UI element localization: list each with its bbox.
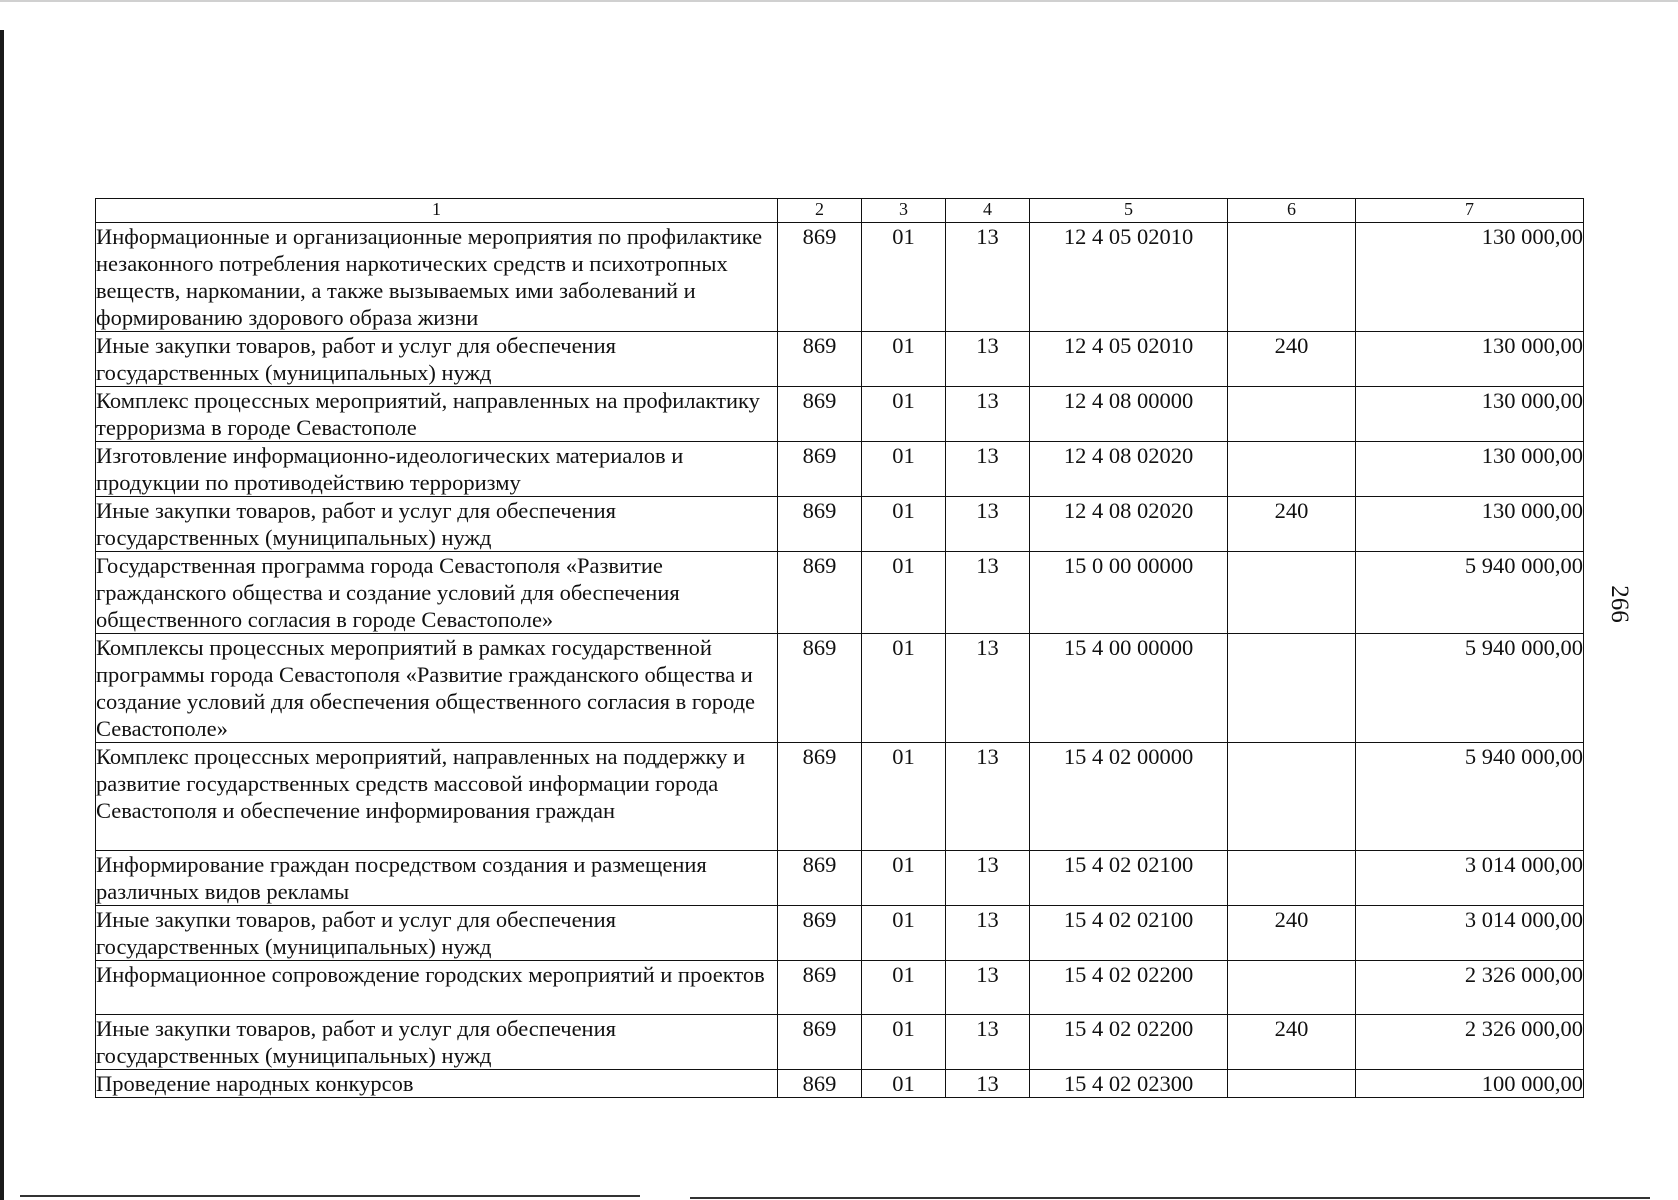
cell-code-subsection: 13: [946, 497, 1030, 552]
cell-amount: 5 940 000,00: [1356, 634, 1584, 743]
cell-code-target: 15 4 02 02100: [1030, 851, 1228, 906]
budget-table: [95, 198, 1584, 1098]
cell-code-subsection: 13: [946, 851, 1030, 906]
cell-code-ministry: 869: [778, 552, 862, 634]
cell-code-target: 15 0 00 00000: [1030, 552, 1228, 634]
table-row: [96, 743, 1584, 851]
cell-code-target: 12 4 08 02020: [1030, 497, 1228, 552]
column-number: 6: [1228, 199, 1356, 223]
cell-code-target: 15 4 02 00000: [1030, 743, 1228, 851]
cell-code-expense-type: 240: [1228, 906, 1356, 961]
table-row: [96, 223, 1584, 332]
cell-code-target: 12 4 05 02010: [1030, 223, 1228, 332]
cell-code-subsection: 13: [946, 906, 1030, 961]
column-number: 2: [778, 199, 862, 223]
cell-code-ministry: 869: [778, 851, 862, 906]
column-number: 7: [1356, 199, 1584, 223]
cell-code-ministry: 869: [778, 387, 862, 442]
cell-amount: 3 014 000,00: [1356, 851, 1584, 906]
cell-code-subsection: 13: [946, 223, 1030, 332]
cell-code-ministry: 869: [778, 1070, 862, 1098]
cell-code-section: 01: [862, 851, 946, 906]
cell-code-subsection: 13: [946, 1015, 1030, 1070]
cell-code-subsection: 13: [946, 743, 1030, 851]
cell-amount: 100 000,00: [1356, 1070, 1584, 1098]
cell-code-ministry: 869: [778, 442, 862, 497]
cell-code-target: 15 4 02 02100: [1030, 906, 1228, 961]
cell-code-ministry: 869: [778, 906, 862, 961]
cell-amount: 130 000,00: [1356, 332, 1584, 387]
cell-code-ministry: 869: [778, 223, 862, 332]
cell-code-expense-type: [1228, 387, 1356, 442]
cell-amount: 5 940 000,00: [1356, 552, 1584, 634]
cell-code-ministry: 869: [778, 1015, 862, 1070]
cell-code-section: 01: [862, 552, 946, 634]
column-number: 3: [862, 199, 946, 223]
cell-code-subsection: 13: [946, 552, 1030, 634]
row-name: Иные закупки товаров, работ и услуг для обеспечения государственных (муниципальных) нужд: [96, 906, 778, 961]
table-row: [96, 442, 1584, 497]
scan-edge-top: [0, 0, 1678, 2]
table-row: [96, 906, 1584, 961]
row-name: Изготовление информационно-идеологических материалов и продукции по противодействию терроризму: [96, 442, 778, 497]
cell-code-expense-type: 240: [1228, 497, 1356, 552]
cell-code-section: 01: [862, 1070, 946, 1098]
table-row: [96, 497, 1584, 552]
cell-code-subsection: 13: [946, 1070, 1030, 1098]
table-row: [96, 387, 1584, 442]
column-number: 5: [1030, 199, 1228, 223]
cell-code-ministry: 869: [778, 961, 862, 1015]
table-row: [96, 1015, 1584, 1070]
scan-edge-bottom-right: [690, 1197, 1650, 1199]
cell-amount: 130 000,00: [1356, 442, 1584, 497]
row-name: Комплекс процессных мероприятий, направленных на поддержку и развитие государственных средств массовой информации города Севастополя и обеспечение информирования граждан: [96, 743, 778, 851]
cell-code-section: 01: [862, 961, 946, 1015]
cell-code-section: 01: [862, 1015, 946, 1070]
cell-code-section: 01: [862, 906, 946, 961]
table-row: [96, 332, 1584, 387]
cell-code-section: 01: [862, 743, 946, 851]
row-name: Иные закупки товаров, работ и услуг для обеспечения государственных (муниципальных) нужд: [96, 497, 778, 552]
column-number-row: [96, 199, 1584, 223]
table-row: [96, 1070, 1584, 1098]
cell-amount: 3 014 000,00: [1356, 906, 1584, 961]
table-row: [96, 851, 1584, 906]
table-row: [96, 961, 1584, 1015]
cell-amount: 130 000,00: [1356, 497, 1584, 552]
column-number: 1: [96, 199, 778, 223]
page-number: 266: [1605, 585, 1633, 623]
table-row: [96, 552, 1584, 634]
cell-code-subsection: 13: [946, 961, 1030, 1015]
column-number: 4: [946, 199, 1030, 223]
row-name: Проведение народных конкурсов: [96, 1070, 778, 1098]
cell-code-target: 12 4 08 00000: [1030, 387, 1228, 442]
cell-code-ministry: 869: [778, 332, 862, 387]
cell-code-target: 12 4 08 02020: [1030, 442, 1228, 497]
row-name: Государственная программа города Севастополя «Развитие гражданского общества и создание условий для обеспечения общественного согласия в городе Севастополе»: [96, 552, 778, 634]
cell-code-ministry: 869: [778, 497, 862, 552]
row-name: Комплекс процессных мероприятий, направленных на профилактику терроризма в городе Севастополе: [96, 387, 778, 442]
cell-code-expense-type: [1228, 851, 1356, 906]
table-row: [96, 634, 1584, 743]
cell-code-subsection: 13: [946, 387, 1030, 442]
cell-code-expense-type: [1228, 634, 1356, 743]
cell-code-ministry: 869: [778, 743, 862, 851]
cell-code-section: 01: [862, 332, 946, 387]
cell-code-expense-type: [1228, 442, 1356, 497]
cell-amount: 130 000,00: [1356, 223, 1584, 332]
cell-code-expense-type: 240: [1228, 1015, 1356, 1070]
cell-code-target: 15 4 02 02200: [1030, 1015, 1228, 1070]
scan-edge-bottom-left: [20, 1195, 640, 1197]
cell-code-section: 01: [862, 497, 946, 552]
cell-amount: 5 940 000,00: [1356, 743, 1584, 851]
cell-code-section: 01: [862, 387, 946, 442]
cell-code-target: 15 4 02 02200: [1030, 961, 1228, 1015]
cell-code-ministry: 869: [778, 634, 862, 743]
row-name: Информационные и организационные мероприятия по профилактике незаконного потребления наркотических средств и психотропных веществ, наркомании, а также вызываемых ими заболеваний и формированию здорового образа жизни: [96, 223, 778, 332]
cell-code-target: 12 4 05 02010: [1030, 332, 1228, 387]
row-name: Информирование граждан посредством создания и размещения различных видов рекламы: [96, 851, 778, 906]
row-name: Иные закупки товаров, работ и услуг для обеспечения государственных (муниципальных) нужд: [96, 332, 778, 387]
cell-code-expense-type: [1228, 1070, 1356, 1098]
cell-amount: 2 326 000,00: [1356, 961, 1584, 1015]
cell-code-expense-type: [1228, 961, 1356, 1015]
cell-code-target: 15 4 00 00000: [1030, 634, 1228, 743]
cell-code-expense-type: [1228, 743, 1356, 851]
cell-amount: 130 000,00: [1356, 387, 1584, 442]
cell-code-expense-type: [1228, 223, 1356, 332]
row-name: Иные закупки товаров, работ и услуг для обеспечения государственных (муниципальных) нужд: [96, 1015, 778, 1070]
cell-code-expense-type: [1228, 552, 1356, 634]
cell-code-target: 15 4 02 02300: [1030, 1070, 1228, 1098]
cell-amount: 2 326 000,00: [1356, 1015, 1584, 1070]
row-name: Информационное сопровождение городских мероприятий и проектов: [96, 961, 778, 1015]
cell-code-subsection: 13: [946, 332, 1030, 387]
cell-code-section: 01: [862, 223, 946, 332]
row-name: Комплексы процессных мероприятий в рамках государственной программы города Севастополя «Развитие гражданского общества и создание условий для обеспечения общественного согласия в городе Севастополе»: [96, 634, 778, 743]
cell-code-subsection: 13: [946, 442, 1030, 497]
cell-code-section: 01: [862, 442, 946, 497]
cell-code-section: 01: [862, 634, 946, 743]
cell-code-subsection: 13: [946, 634, 1030, 743]
scan-edge-left: [0, 30, 4, 1200]
cell-code-expense-type: 240: [1228, 332, 1356, 387]
